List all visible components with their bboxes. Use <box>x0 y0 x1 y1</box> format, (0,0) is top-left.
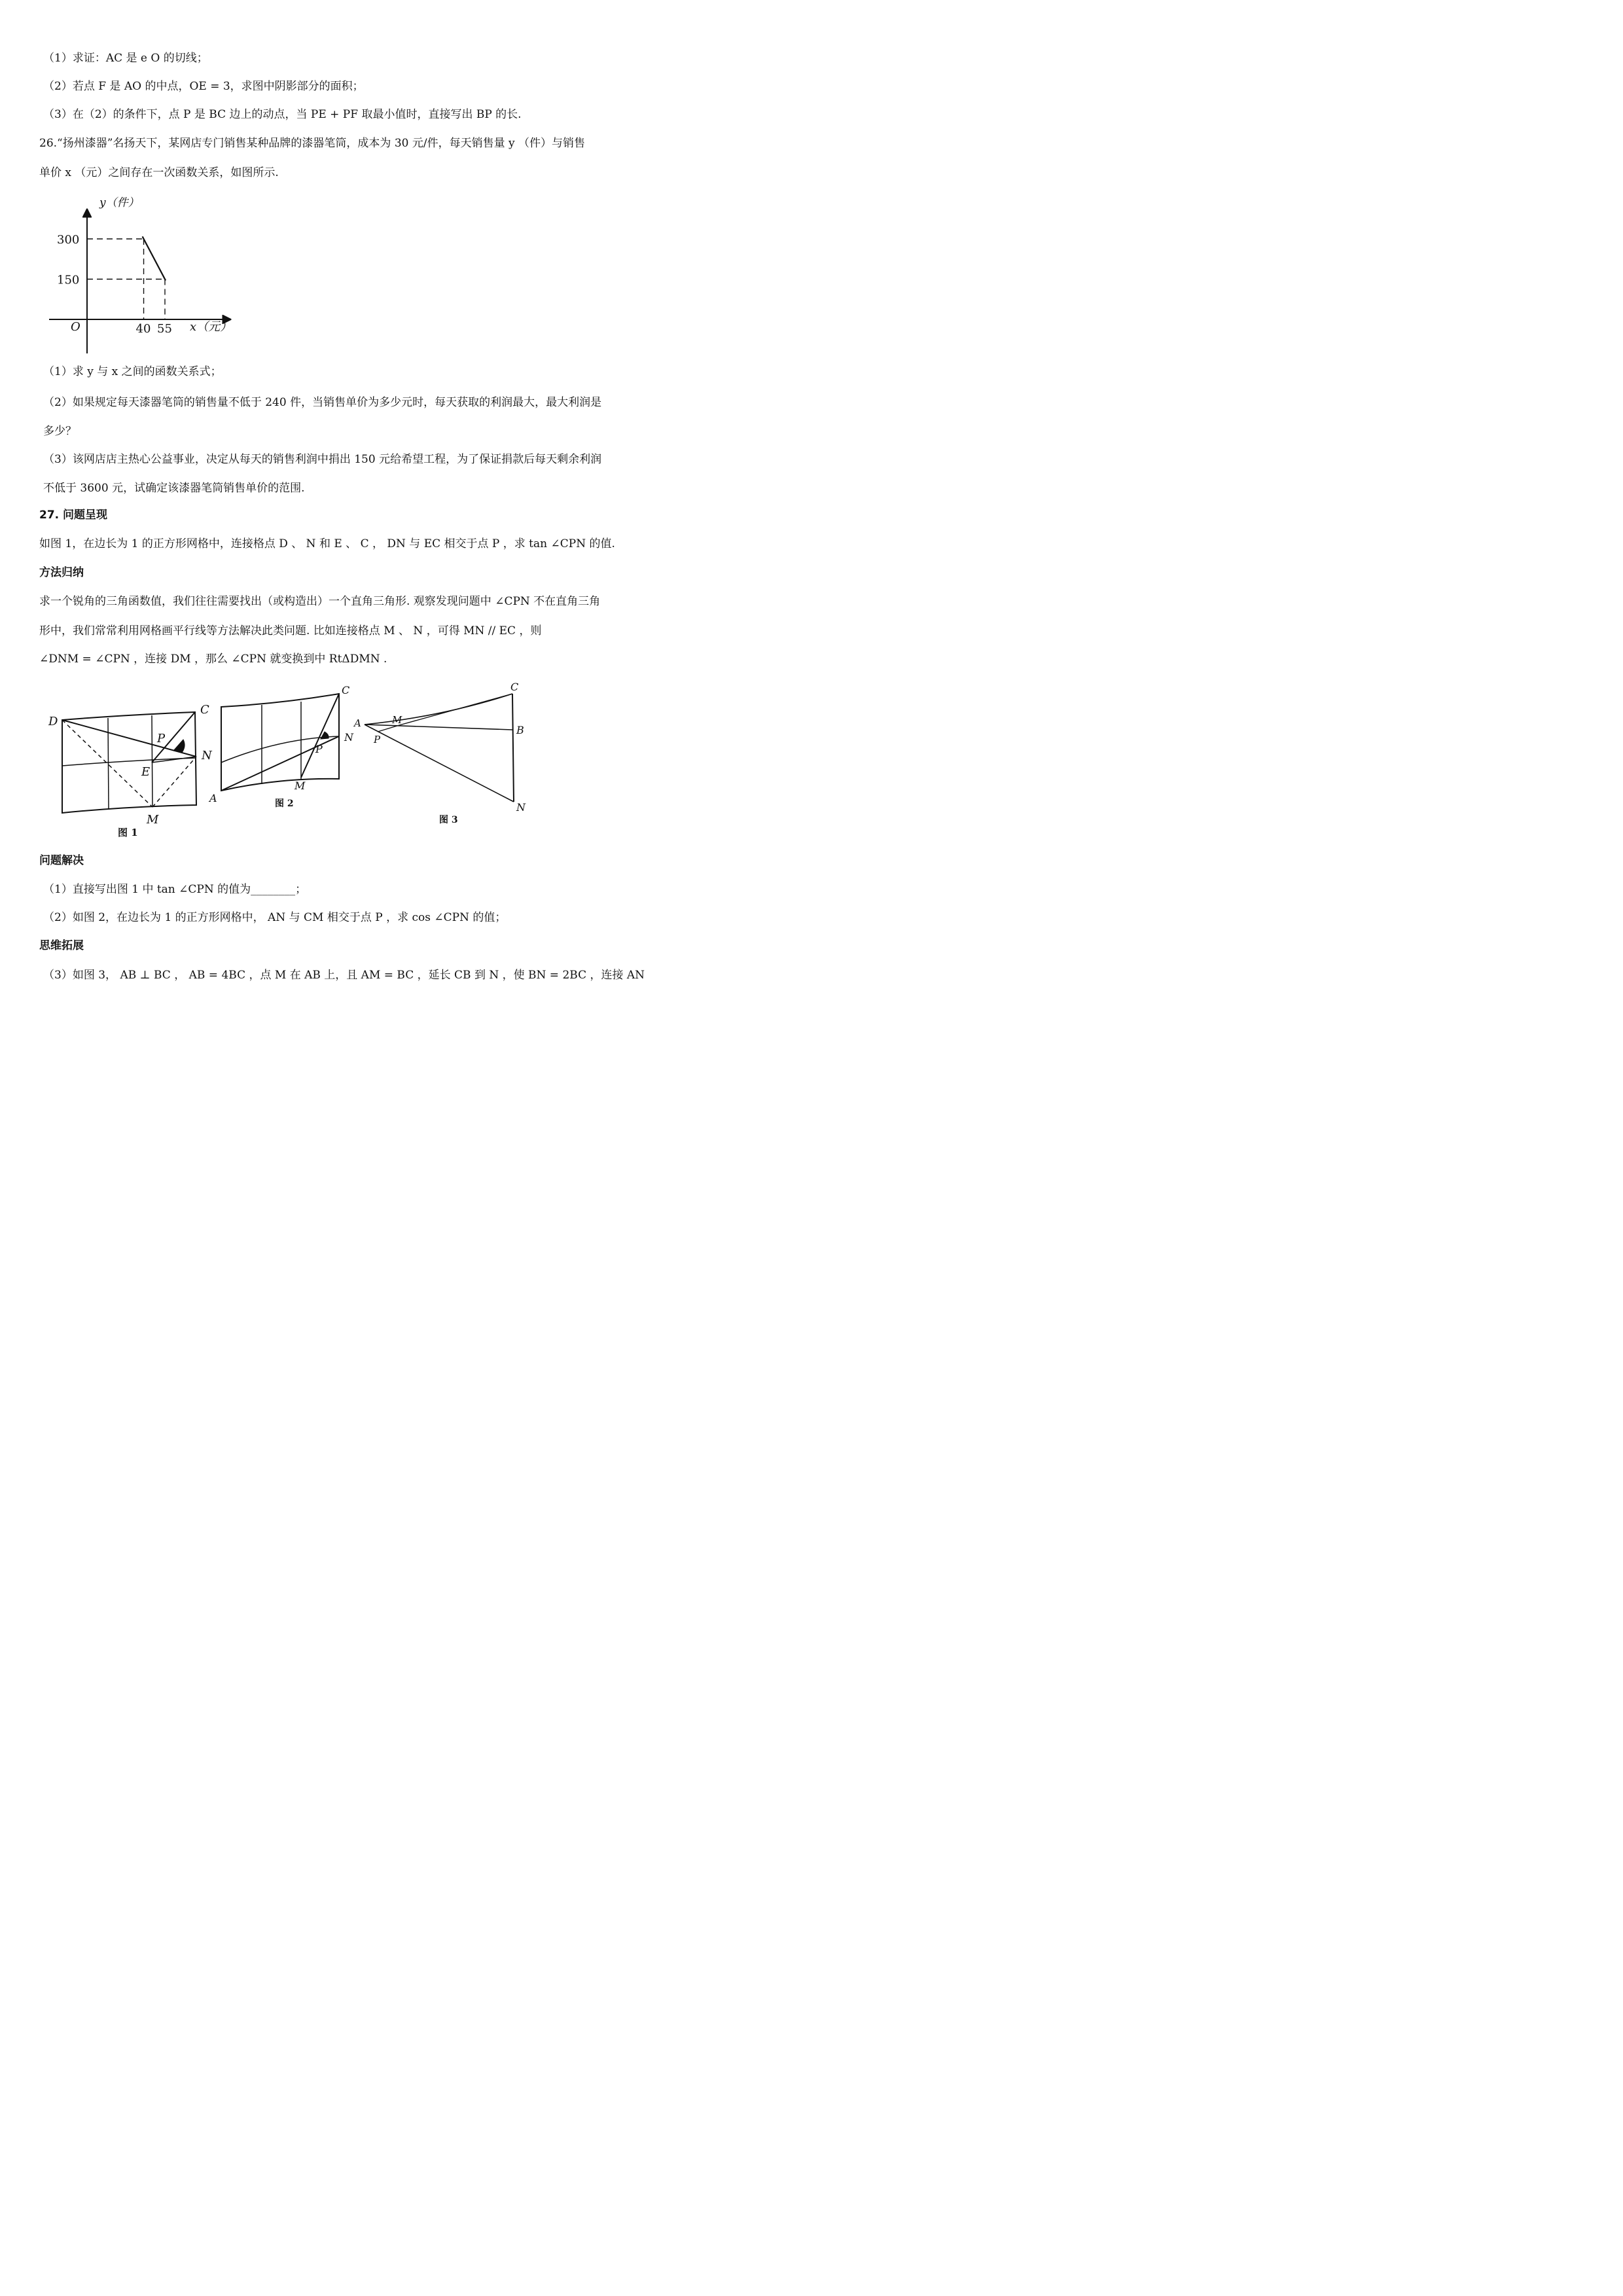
solve-part2: （2）如图 2，在边长为 1 的正方形网格中， AN 与 CM 相交于点 P ，求 cos ∠CPN 的值； <box>43 911 507 924</box>
expand-part3: （3）如图 3， AB ⊥ BC ， AB = 4BC ，点 M 在 AB 上，且 AM = BC ，延长 CB 到 N ，使 BN = 2BC ，连接 AN <box>43 969 645 982</box>
solve-part1: （1）直接写出图 1 中 tan ∠CPN 的值为________； <box>43 883 307 896</box>
label-C: C <box>510 681 519 693</box>
method-line2: 形中，我们常常利用网格画平行线等方法解决此类问题. 比如连接格点 M 、 N ，可得 MN // EC ，则 <box>39 624 542 637</box>
label-M: M <box>294 780 306 792</box>
method-line3: ∠DNM = ∠CPN ，连接 DM ，那么 ∠CPN 就变换到中 RtΔDMN . <box>39 653 387 666</box>
q27-heading: 27. 问题呈现 <box>39 509 108 522</box>
q25-part1: （1）求证：AC 是 e O 的切线； <box>43 52 208 65</box>
line-AC <box>365 694 512 725</box>
figure-1 <box>39 700 223 844</box>
label-D: D <box>48 715 58 728</box>
y-tick-150: 150 <box>57 273 80 287</box>
line-AN <box>365 725 514 802</box>
line-CM <box>301 694 339 778</box>
q26-intro-line1: 26.“扬州漆器”名扬天下，某网店专门销售某种品牌的漆器笔筒，成本为 30 元/件，每天销售量 y （件）与销售 <box>39 137 585 150</box>
sales-chart <box>39 190 242 357</box>
q26-part2-line2: 多少？ <box>43 425 77 438</box>
label-A: A <box>209 792 217 804</box>
label-E: E <box>141 765 151 779</box>
grid-v1 <box>108 718 109 810</box>
q26-intro-line2: 单价 x （元）之间存在一次函数关系，如图所示. <box>39 166 279 179</box>
label-N: N <box>516 801 526 814</box>
origin-label: O <box>71 320 80 334</box>
label-M: M <box>147 813 159 827</box>
angle-CPN-shade <box>173 740 185 753</box>
method-line1: 求一个锐角的三角函数值，我们往往需要找出（或构造出）一个直角三角形. 观察发现问题中 ∠CPN 不在直角三角 <box>39 595 601 608</box>
q25-part2: （2）若点 F 是 AO 的中点，OE = 3，求图中阴影部分的面积； <box>43 80 364 93</box>
line-PM <box>378 725 399 732</box>
y-axis-label: y（件） <box>99 196 139 209</box>
label-P: P <box>374 734 381 745</box>
y-tick-300: 300 <box>57 233 80 247</box>
line-CN <box>512 694 514 802</box>
line-MC <box>399 694 512 725</box>
label-C: C <box>342 684 350 696</box>
label-P: P <box>157 732 166 745</box>
label-P: P <box>315 743 323 755</box>
solve-heading: 问题解决 <box>39 854 84 867</box>
label-C: C <box>200 703 209 717</box>
caption-fig3: 图 3 <box>439 815 458 825</box>
q27-presentation: 如图 1，在边长为 1 的正方形网格中，连接格点 D 、 N 和 E 、 C ， DN 与 EC 相交于点 P ，求 tan ∠CPN 的值. <box>39 537 615 550</box>
q26-part2-line1: （2）如果规定每天漆器笔筒的销售量不低于 240 件，当销售单价为多少元时，每天获取的利润最大，最大利润是 <box>43 396 602 409</box>
q26-part3-line1: （3）该网店店主热心公益事业，决定从每天的销售利润中捐出 150 元给希望工程，为了保证捐款后每天剩余利润 <box>43 453 602 466</box>
label-A: A <box>354 717 361 729</box>
caption-fig1: 图 1 <box>118 827 138 838</box>
x-axis-label: x（元） <box>190 320 232 334</box>
expand-heading: 思维拓展 <box>39 939 84 952</box>
q26-part3-line2: 不低于 3600 元，试确定该漆器笔筒销售单价的范围. <box>43 482 305 495</box>
q26-part1: （1）求 y 与 x 之间的函数关系式； <box>43 365 222 378</box>
q25-part3: （3）在（2）的条件下，点 P 是 BC 边上的动点，当 PE + PF 取最小值时，直接写出 BP 的长. <box>43 108 522 121</box>
label-M: M <box>392 714 402 726</box>
label-B: B <box>516 724 524 736</box>
line-DM-dashed <box>62 720 152 807</box>
caption-fig2: 图 2 <box>275 798 294 809</box>
label-N: N <box>202 749 212 762</box>
x-tick-55: 55 <box>157 322 172 336</box>
x-tick-40: 40 <box>135 322 151 336</box>
line-MN-dashed <box>152 757 196 807</box>
data-line <box>143 236 166 280</box>
grid-outer <box>62 712 196 813</box>
label-N: N <box>344 731 353 744</box>
method-heading: 方法归纳 <box>39 566 84 579</box>
grid-outer <box>221 694 339 791</box>
figure-3 <box>350 677 537 828</box>
figure-2 <box>208 681 365 818</box>
